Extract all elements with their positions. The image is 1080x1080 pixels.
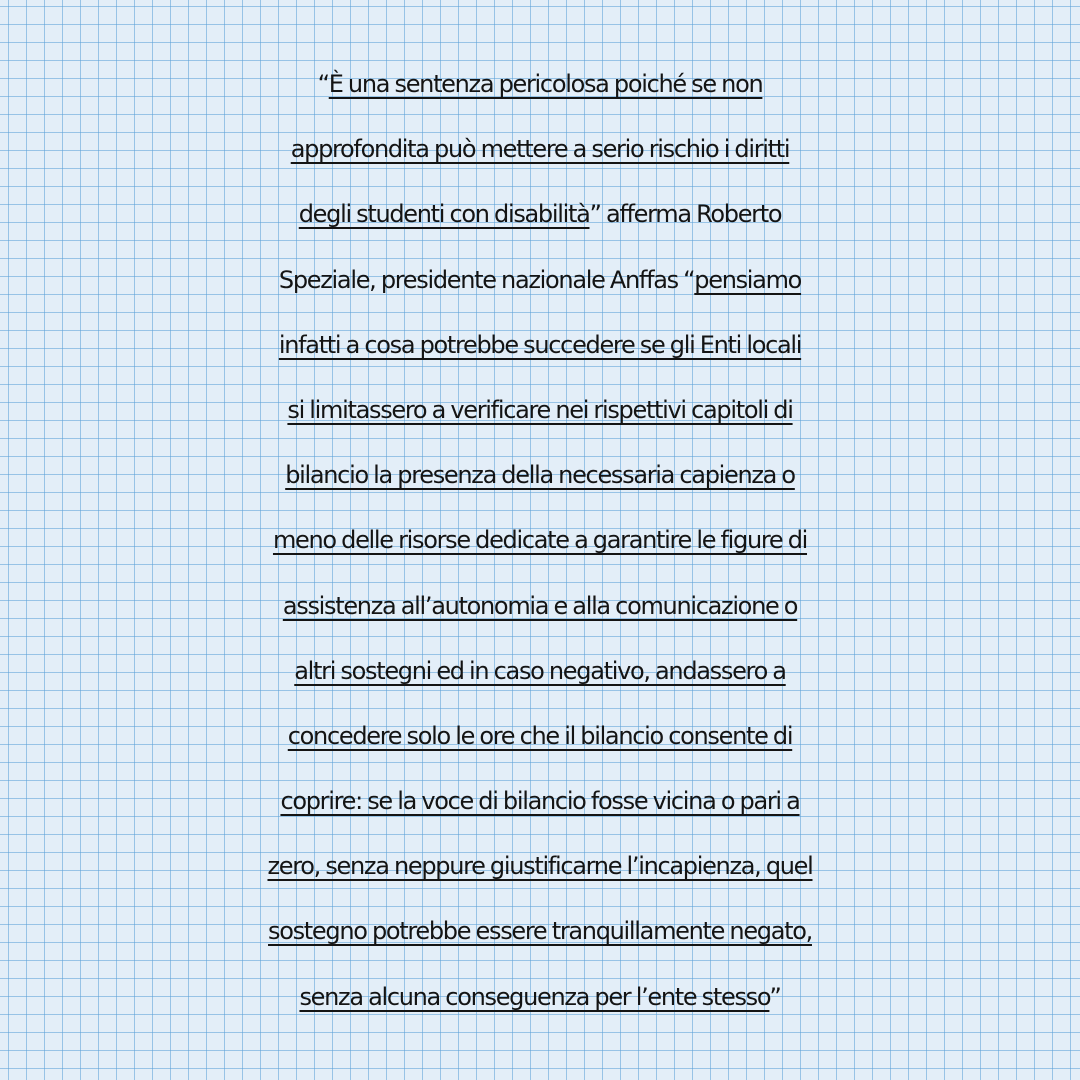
underlined-text: assistenza all’autonomia e alla comunicazione o [282, 591, 798, 620]
quote-line [0, 313, 1080, 378]
underlined-text: coprire: se la voce di bilancio fosse vicina o pari a [280, 787, 800, 816]
quote-line [0, 248, 1080, 313]
underlined-text: meno delle risorse dedicate a garantire le figure di [272, 526, 808, 555]
quote-text: Speziale, presidente nazionale Anffas “ [278, 265, 695, 294]
quote-line [0, 117, 1080, 182]
underlined-text: approfondita può mettere a serio rischio i diritti [290, 135, 790, 164]
quote-text: “ [317, 70, 329, 98]
underlined-text: pensiamo [694, 265, 802, 294]
quote-line [0, 574, 1080, 639]
quote-line [0, 834, 1080, 899]
quote-line [0, 899, 1080, 964]
quote-line [0, 52, 1080, 117]
underlined-text: concedere solo le ore che il bilancio consente di [287, 721, 793, 750]
underlined-text: si limitassero a verificare nei rispettivi capitoli di [287, 395, 793, 424]
quote-line [0, 378, 1080, 443]
underlined-text: altri sostegni ed in caso negativo, andassero a [294, 656, 786, 685]
quote-line [0, 182, 1080, 247]
quote-line [0, 508, 1080, 573]
quote-text: ” afferma Roberto [589, 200, 782, 229]
quote-line [0, 443, 1080, 508]
underlined-text: senza alcuna conseguenza per l’ente stesso [299, 982, 770, 1011]
quote-line [0, 965, 1080, 1030]
quote-line [0, 769, 1080, 834]
underlined-text: infatti a cosa potrebbe succedere se gli Enti locali [278, 330, 802, 359]
quote-paragraph [0, 52, 1080, 1030]
underlined-text: degli studenti con disabilità [298, 200, 590, 229]
underlined-text: zero, senza neppure giustificarne l’incapienza, quel [267, 852, 813, 881]
underlined-text: È una sentenza pericolosa poiché se non [328, 70, 763, 98]
underlined-text: bilancio la presenza della necessaria capienza o [285, 461, 795, 490]
quote-text: ” [769, 982, 781, 1011]
underlined-text: sostegno potrebbe essere tranquillamente negato, [268, 917, 812, 946]
quote-line [0, 639, 1080, 704]
quote-line [0, 704, 1080, 769]
